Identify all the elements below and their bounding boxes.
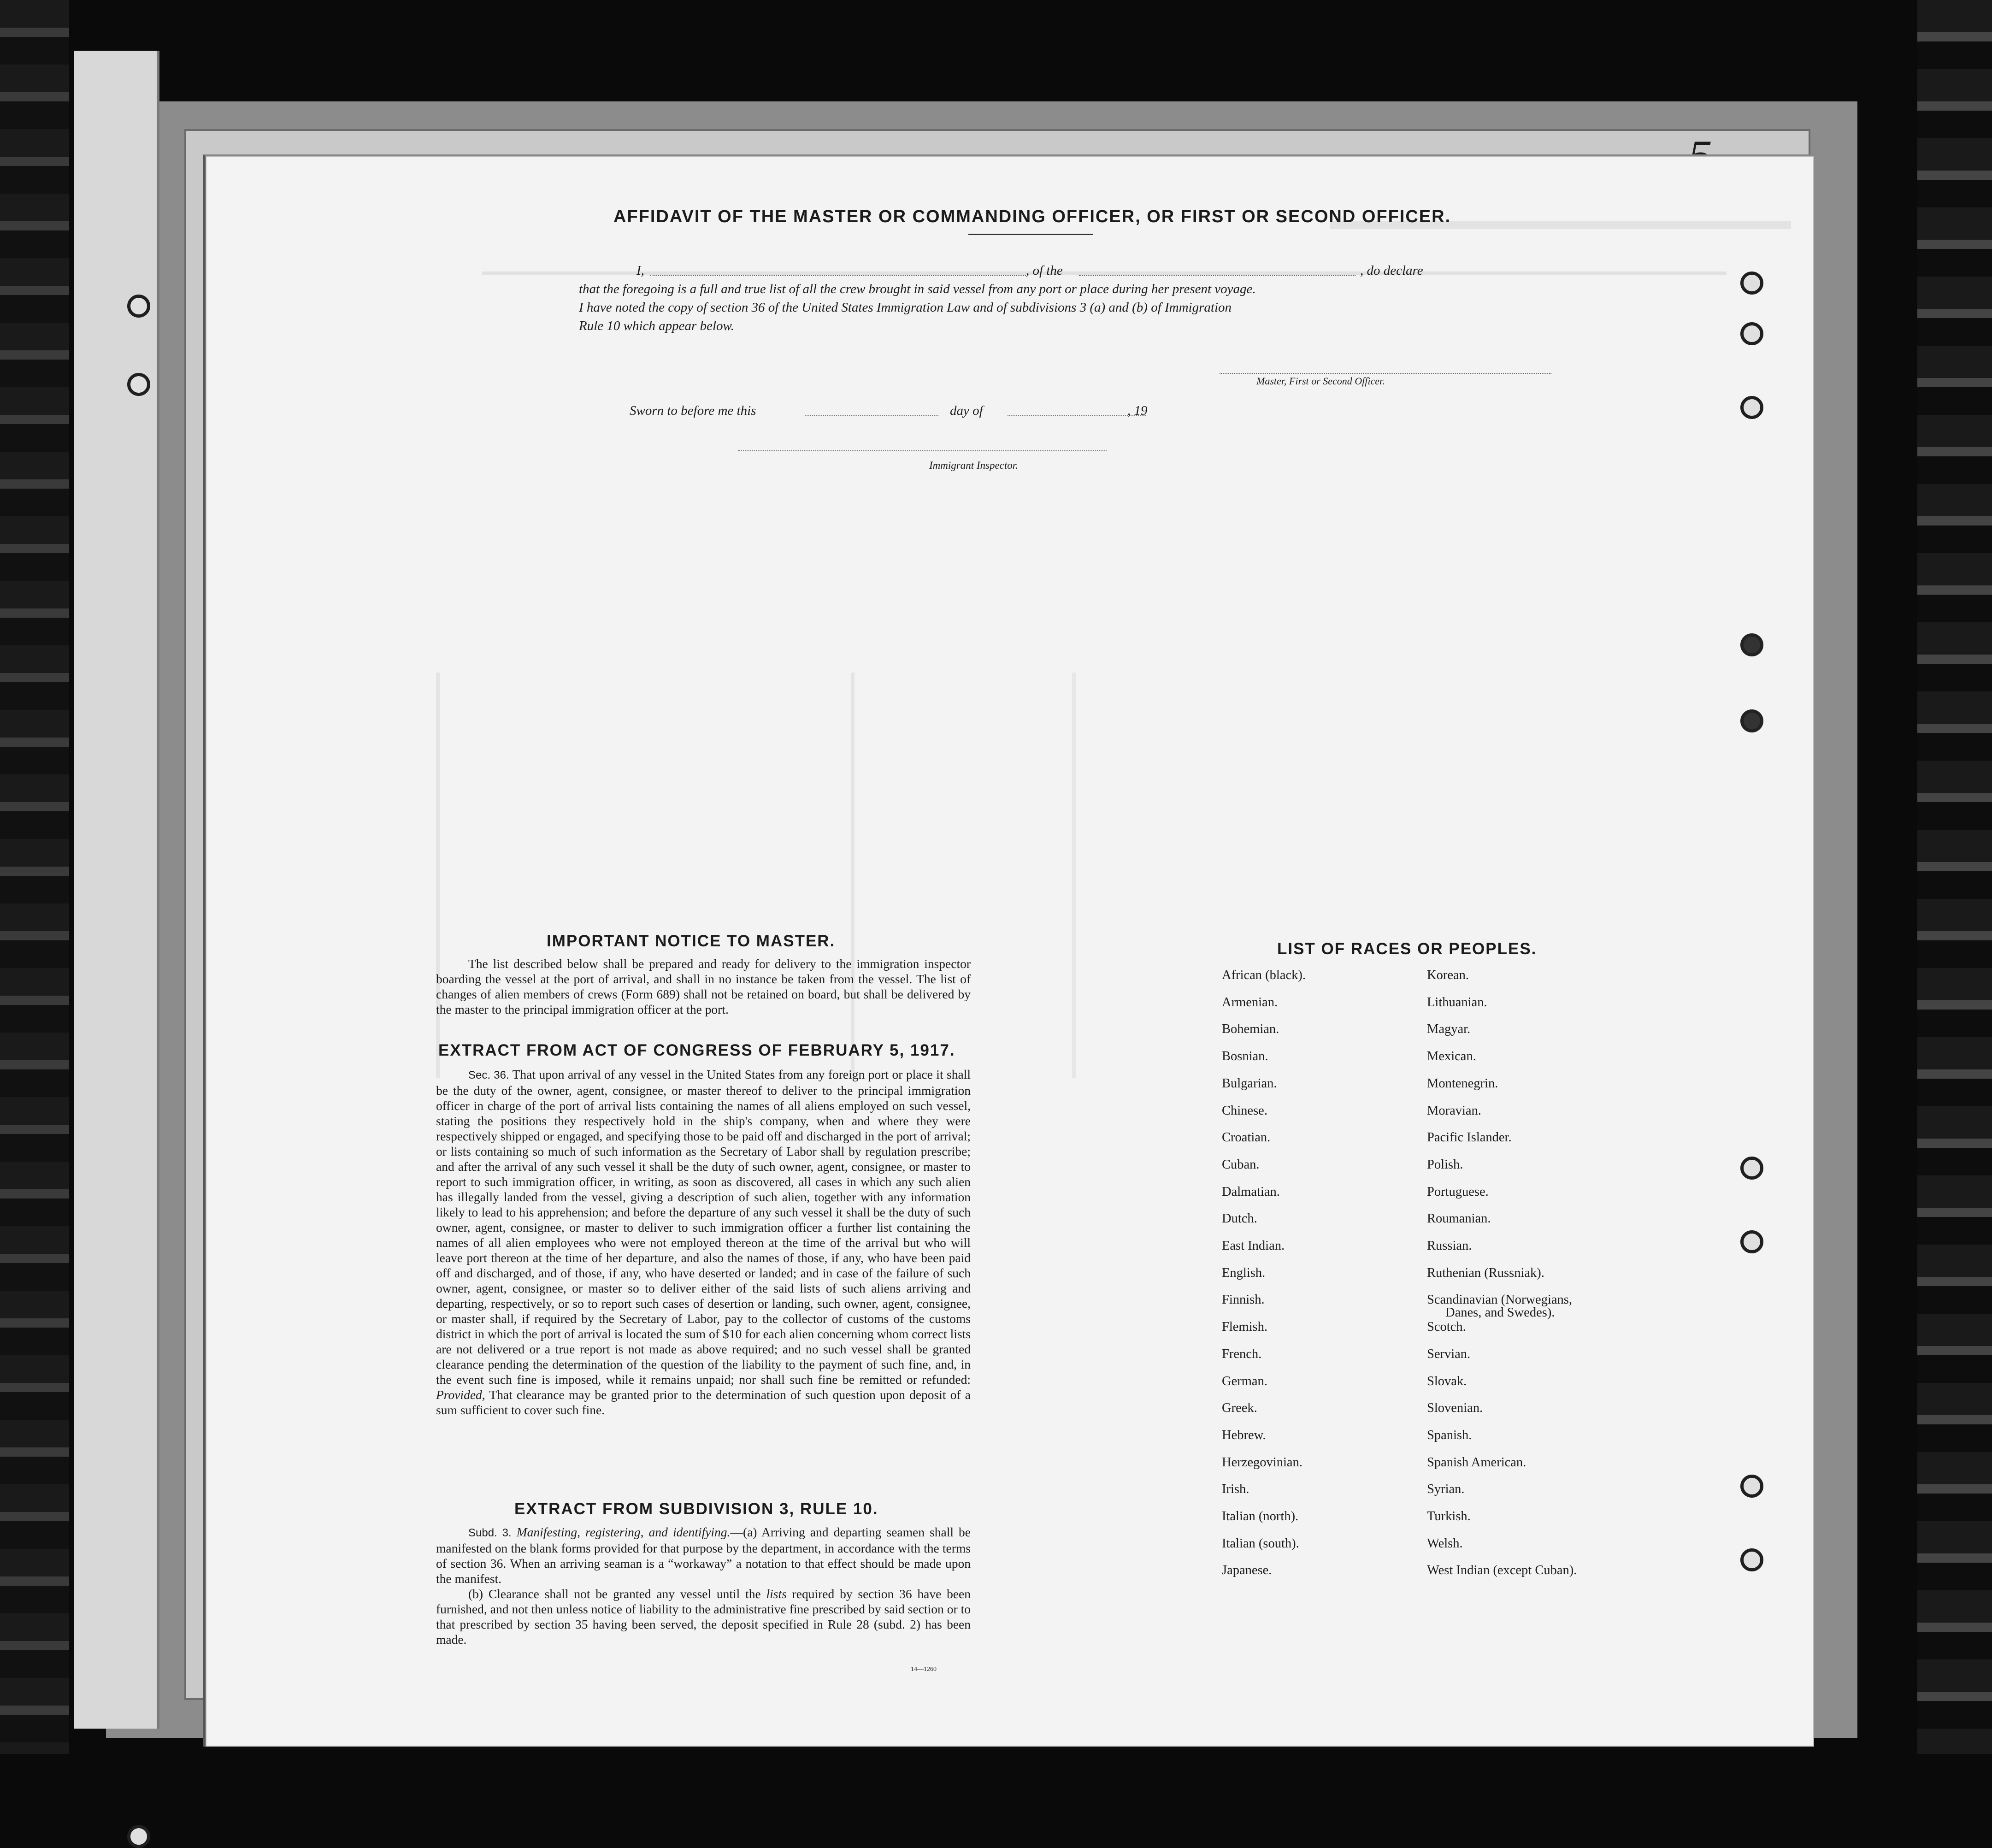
- race-item: Portuguese.: [1427, 1184, 1489, 1199]
- act-provided: Provided,: [436, 1387, 485, 1402]
- act-body-end: That clearance may be granted prior to the determination of such question upon deposit of a sum sufficient to cover such fine.: [436, 1387, 971, 1417]
- sworn-text: Sworn to before me this: [630, 403, 756, 418]
- form-code: 14—1260: [911, 1666, 937, 1673]
- race-item: Spanish.: [1427, 1428, 1472, 1442]
- subd-label: Subd. 3.: [468, 1527, 512, 1539]
- affidavit-i: I,: [636, 263, 644, 278]
- act-sec-label: Sec. 36.: [468, 1069, 509, 1081]
- act-body-text: That upon arrival of any vessel in the United States from any foreign port or place it shall be the duty of the owner, agent, consignee, or master thereof to deliver to the principal immigration officer in charge of the port of arrival lists containing the names of all aliens employed on such vessel, stating the positions they respectively hold in the ship's company, when and where they were respectively shipped or engaged, and specifying those to be paid off and discharged in the port of arrival; or lists containing so much of such information as the Secretary of Labor shall by regulation prescribe; and after the arrival of any such vessel it shall be the duty of such owner, agent, consignee, or master to report to such immigration officer, in writing, as soon as discovered, all cases in which any such alien has illegally landed from the vessel, giving a description of such alien, together with any information likely to lead to his apprehension; and before the departure of any such vessel it shall be the duty of such owner, agent, consignee, or master to deliver to such immigration officer a further list containing the names of all alien employees who were not employed thereon at the time of the arrival but who will leave port thereon at the time of her departure, and also the names of those, if any, who have been paid off and discharged, and of those, if any, who have deserted or landed; and in case of the failure of such owner, agent, consignee, or master so to deliver either of the said lists of such aliens arriving and departing, respectively, or so to report such cases of desertion or landing, such owner, agent, consignee, or master shall, if required by the Secretary of Labor, pay to the collector of customs of the customs district in which the port of arrival is located the sum of $10 for each alien concerning whom correct lists are not delivered or a true report is not made as above required; and no such vessel shall be granted clearance pending the determination of the question of the liability to the payment of such fine, and, in the event such fine is imposed, while it remains unpaid; nor shall such fine be remitted or refunded:: [436, 1067, 971, 1387]
- race-item: Servian.: [1427, 1346, 1471, 1361]
- race-item: Russian.: [1427, 1239, 1472, 1253]
- subd-a-body: Arriving and departing seamen shall be manifested on the blank forms provided for that purpose by the department, in accordance with the terms of section 36. When an arriving seaman is a “workaway” a notation to that effect should be made upon the manifest.: [436, 1525, 971, 1586]
- binder-hole: [1740, 322, 1763, 345]
- race-item: Bohemian.: [1222, 1022, 1279, 1037]
- binder-hole: [127, 1825, 150, 1848]
- month-blank: [1008, 415, 1146, 416]
- race-item: Cuban.: [1222, 1157, 1260, 1172]
- race-item: Danes, and Swedes).: [1445, 1305, 1555, 1320]
- binder-hole: [1740, 1475, 1763, 1498]
- race-item: Herzegovinian.: [1222, 1455, 1302, 1470]
- race-item: Bosnian.: [1222, 1049, 1268, 1064]
- subd-b-lists: lists: [766, 1587, 787, 1601]
- subdivision-body: [436, 1524, 971, 1647]
- race-item: French.: [1222, 1346, 1262, 1361]
- race-item: Armenian.: [1222, 995, 1278, 1010]
- subd-b-body-2: required by section 36 have been furnished, and not then unless notice of liability to the administrative fine prescribed by said section or to that prescribed by section 35 having been served, the deposit specified in Rule 28 (subd. 2) has been made.: [436, 1587, 971, 1647]
- bleed-through-mark: [436, 673, 440, 1078]
- inspector-line: [738, 450, 1107, 451]
- bleed-through-mark: [482, 272, 1727, 275]
- race-item: Finnish.: [1222, 1293, 1265, 1307]
- race-item: Mexican.: [1427, 1049, 1476, 1064]
- film-border-right: [1917, 0, 1992, 1754]
- race-item: Korean.: [1427, 968, 1469, 982]
- affidavit-line-3: I have noted the copy of section 36 of the United States Immigration Law and of subdivisions 3 (a) and (b) of Immigration: [579, 300, 1232, 315]
- signature-label: Master, First or Second Officer.: [1256, 375, 1385, 387]
- subd-b-body-1: Clearance shall not be granted any vessel until the: [488, 1587, 761, 1601]
- affidavit-title: AFFIDAVIT OF THE MASTER OR COMMANDING OFFICER, OR FIRST OR SECOND OFFICER.: [613, 207, 1451, 226]
- act-title: EXTRACT FROM ACT OF CONGRESS OF FEBRUARY 5, 1917.: [438, 1041, 955, 1059]
- name-blank: [650, 275, 1026, 276]
- subd-italic: Manifesting, registering, and identifying.: [516, 1525, 731, 1539]
- binder-hole: [1740, 396, 1763, 419]
- race-item: Chinese.: [1222, 1103, 1267, 1118]
- document-sheet: [203, 154, 1814, 1747]
- race-item: Dutch.: [1222, 1211, 1257, 1226]
- race-item: Montenegrin.: [1427, 1076, 1498, 1091]
- subdivision-title: EXTRACT FROM SUBDIVISION 3, RULE 10.: [514, 1500, 878, 1518]
- binder-hole: [1740, 1157, 1763, 1180]
- binder-hole: [1740, 709, 1763, 732]
- race-item: Italian (south).: [1222, 1536, 1299, 1551]
- race-item: Ruthenian (Russniak).: [1427, 1265, 1544, 1280]
- bleed-through-mark: [1072, 673, 1076, 1078]
- binder-hole: [1740, 1548, 1763, 1571]
- bleed-through-mark: [851, 673, 855, 1078]
- race-item: Magyar.: [1427, 1022, 1471, 1037]
- race-item: Moravian.: [1427, 1103, 1481, 1118]
- inspector-label: Immigrant Inspector.: [929, 460, 1018, 471]
- subd-b-label: (b): [468, 1587, 483, 1601]
- binder-hole: [1740, 633, 1763, 656]
- affidavit-do-declare: , do declare: [1360, 263, 1423, 278]
- binder-hole: [1740, 272, 1763, 295]
- race-item: Polish.: [1427, 1157, 1463, 1172]
- binder-hole: [127, 295, 150, 318]
- race-item: Pacific Islander.: [1427, 1130, 1512, 1145]
- binder-hole: [127, 373, 150, 396]
- act-body: [436, 1067, 971, 1417]
- binder-hole: [1740, 1230, 1763, 1253]
- race-item: West Indian (except Cuban).: [1427, 1563, 1577, 1578]
- race-item: Syrian.: [1427, 1482, 1465, 1497]
- race-item: Croatian.: [1222, 1130, 1271, 1145]
- race-item: Roumanian.: [1427, 1211, 1491, 1226]
- race-item: Flemish.: [1222, 1320, 1267, 1334]
- subd-a-label: —(a): [730, 1525, 757, 1539]
- race-item: Spanish American.: [1427, 1455, 1526, 1470]
- film-border-left: [0, 0, 69, 1754]
- race-item: English.: [1222, 1265, 1266, 1280]
- signature-line: [1220, 373, 1551, 374]
- race-item: Lithuanian.: [1427, 995, 1487, 1010]
- race-item: German.: [1222, 1374, 1267, 1388]
- affidavit-of-the: , of the: [1026, 263, 1063, 278]
- race-item: Greek.: [1222, 1401, 1257, 1416]
- day-of-text: day of: [950, 403, 983, 418]
- race-item: Welsh.: [1427, 1536, 1463, 1551]
- year-text: , 19: [1127, 403, 1148, 418]
- race-item: African (black).: [1222, 968, 1306, 982]
- race-item: Scandinavian (Norwegians,: [1427, 1293, 1572, 1307]
- notice-body: The list described below shall be prepared and ready for delivery to the immigration inspector boarding the vessel at the port of arrival, and shall in no instance be taken from the vessel. The list of changes of alien members of crews (Form 689) shall not be retained on board, but shall be delivered by the master to the principal immigration officer at the port.: [436, 956, 971, 1016]
- race-item: Slovenian.: [1427, 1401, 1483, 1416]
- race-item: Scotch.: [1427, 1320, 1466, 1334]
- day-blank: [805, 415, 938, 416]
- affidavit-line-4: Rule 10 which appear below.: [579, 319, 734, 333]
- race-item: East Indian.: [1222, 1239, 1285, 1253]
- vessel-blank: [1079, 275, 1356, 276]
- race-item: Italian (north).: [1222, 1509, 1299, 1523]
- races-title: LIST OF RACES OR PEOPLES.: [1277, 940, 1537, 958]
- race-item: Japanese.: [1222, 1563, 1272, 1578]
- race-item: Bulgarian.: [1222, 1076, 1277, 1091]
- race-item: Hebrew.: [1222, 1428, 1266, 1442]
- race-item: Slovak.: [1427, 1374, 1467, 1388]
- race-item: Dalmatian.: [1222, 1184, 1280, 1199]
- affidavit-line-2: that the foregoing is a full and true list of all the crew brought in said vessel from any port or place during her present voyage.: [579, 282, 1256, 296]
- race-item: Irish.: [1222, 1482, 1249, 1497]
- notice-title: IMPORTANT NOTICE TO MASTER.: [547, 932, 836, 950]
- race-item: Turkish.: [1427, 1509, 1471, 1523]
- title-underline: [968, 234, 1093, 235]
